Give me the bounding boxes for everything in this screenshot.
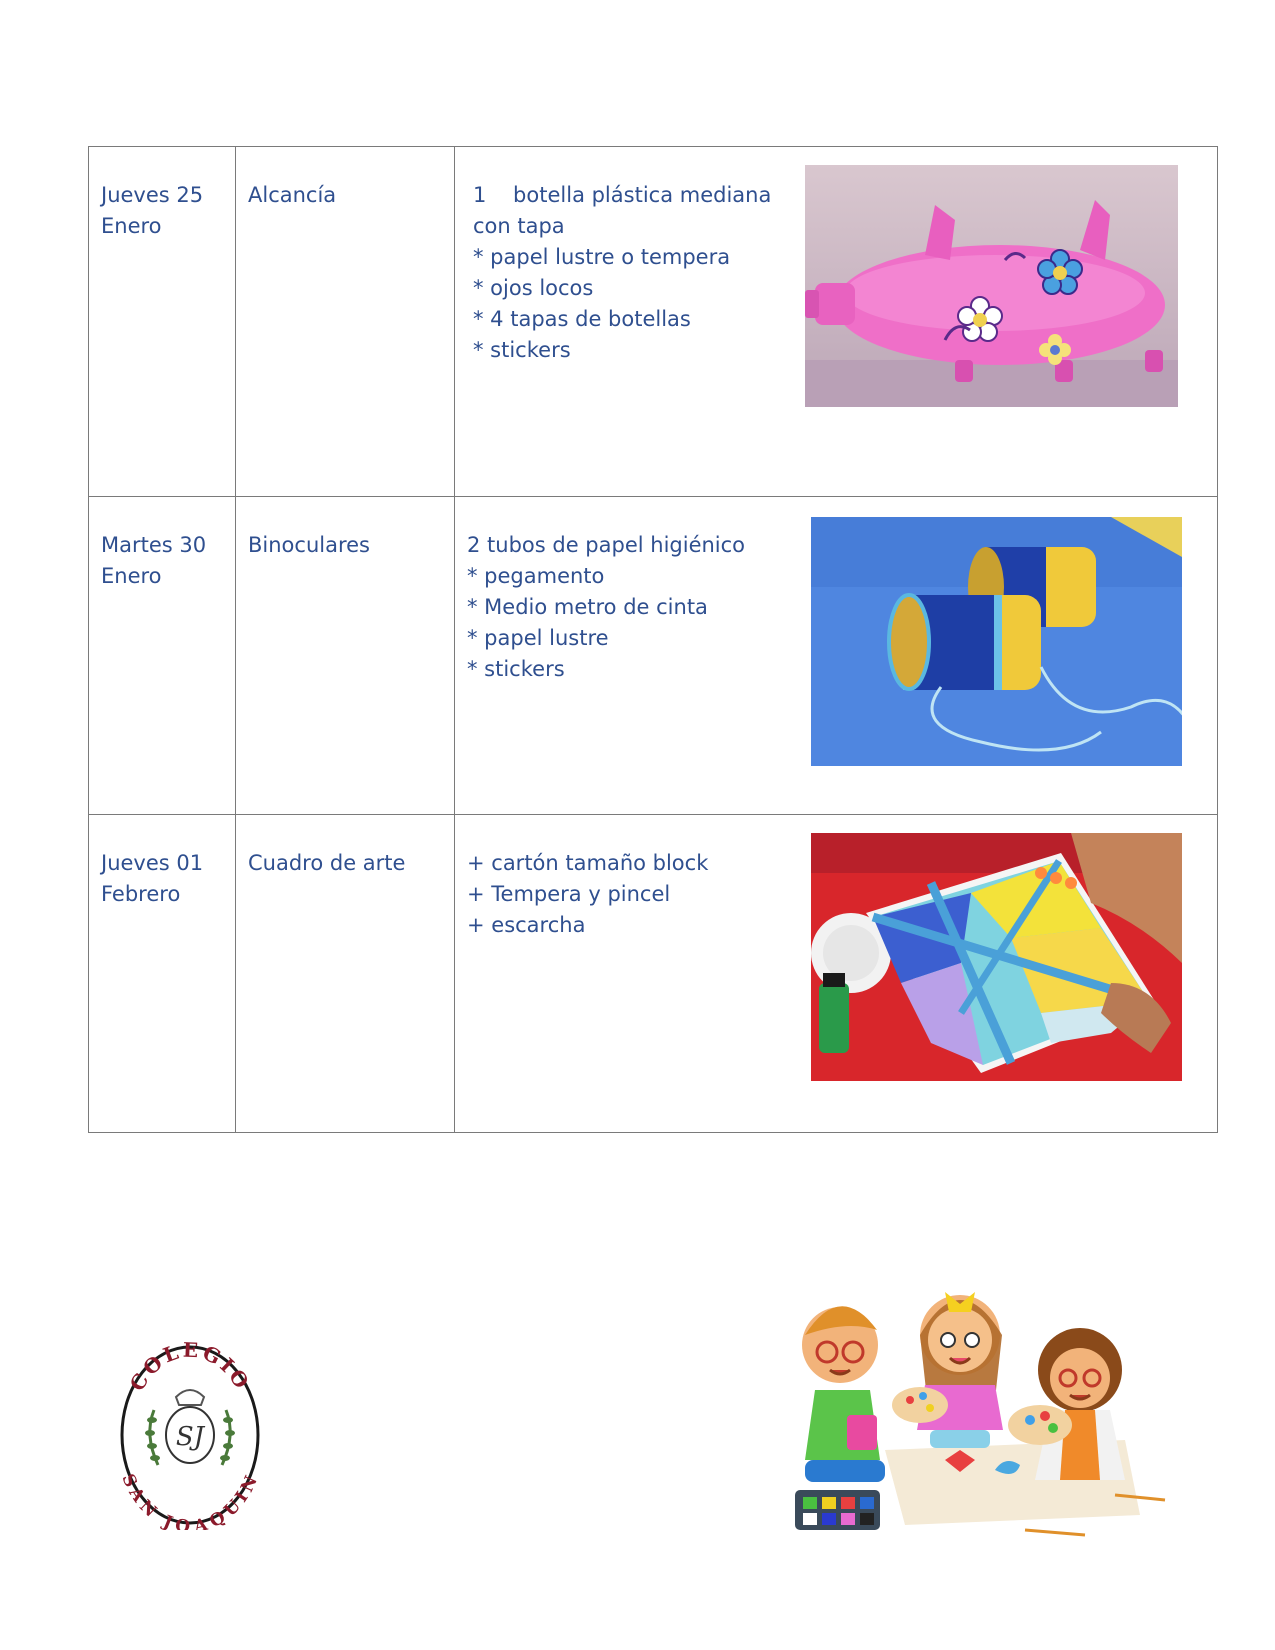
kids-painting-illustration — [795, 1290, 1175, 1545]
material-item: + escarcha — [467, 913, 586, 937]
materials-cell — [455, 497, 1218, 815]
table-row — [89, 815, 1218, 1133]
activity-schedule-table — [88, 146, 1218, 1133]
date-cell — [89, 497, 236, 815]
material-item: + Tempera y pincel — [467, 882, 671, 906]
table-row — [89, 497, 1218, 815]
binoculars-photo — [811, 517, 1182, 766]
material-item: + cartón tamaño block — [467, 851, 709, 875]
date-month: Febrero — [101, 882, 181, 906]
material-item: * papel lustre o tempera — [473, 245, 731, 269]
materials-cell — [455, 815, 1218, 1133]
material-item: 1 botella plástica mediana — [473, 183, 772, 207]
material-item: * Medio metro de cinta — [467, 595, 708, 619]
activity-name: Cuadro de arte — [248, 851, 406, 875]
activity-name: Alcancía — [248, 183, 337, 207]
school-logo — [110, 1335, 270, 1530]
material-item: * 4 tapas de botellas — [473, 307, 691, 331]
date-day: Martes 30 — [101, 533, 207, 557]
activity-cell — [236, 815, 455, 1133]
material-item: * stickers — [473, 338, 571, 362]
date-month: Enero — [101, 214, 162, 238]
material-item: con tapa — [473, 214, 565, 238]
material-item: * papel lustre — [467, 626, 609, 650]
date-cell — [89, 815, 236, 1133]
materials-cell — [455, 147, 1218, 497]
table-row — [89, 147, 1218, 497]
material-item: 2 tubos de papel higiénico — [467, 533, 746, 557]
activity-cell — [236, 497, 455, 815]
date-month: Enero — [101, 564, 162, 588]
logo-monogram: SJ — [175, 1422, 205, 1452]
date-cell — [89, 147, 236, 497]
date-day: Jueves 01 — [101, 851, 204, 875]
materials-list — [467, 848, 797, 941]
material-item: * pegamento — [467, 564, 605, 588]
activity-cell — [236, 147, 455, 497]
activity-name: Binoculares — [248, 533, 370, 557]
logo-bottom-text: SAN JOAQUIN — [117, 1471, 263, 1530]
date-day: Jueves 25 — [101, 183, 204, 207]
logo-top-text: COLEGIO — [124, 1337, 256, 1396]
materials-list — [467, 530, 797, 685]
piggy-bank-photo — [805, 165, 1178, 407]
material-item: * ojos locos — [473, 276, 594, 300]
material-item: * stickers — [467, 657, 565, 681]
materials-list — [473, 180, 803, 366]
art-painting-photo — [811, 833, 1182, 1081]
